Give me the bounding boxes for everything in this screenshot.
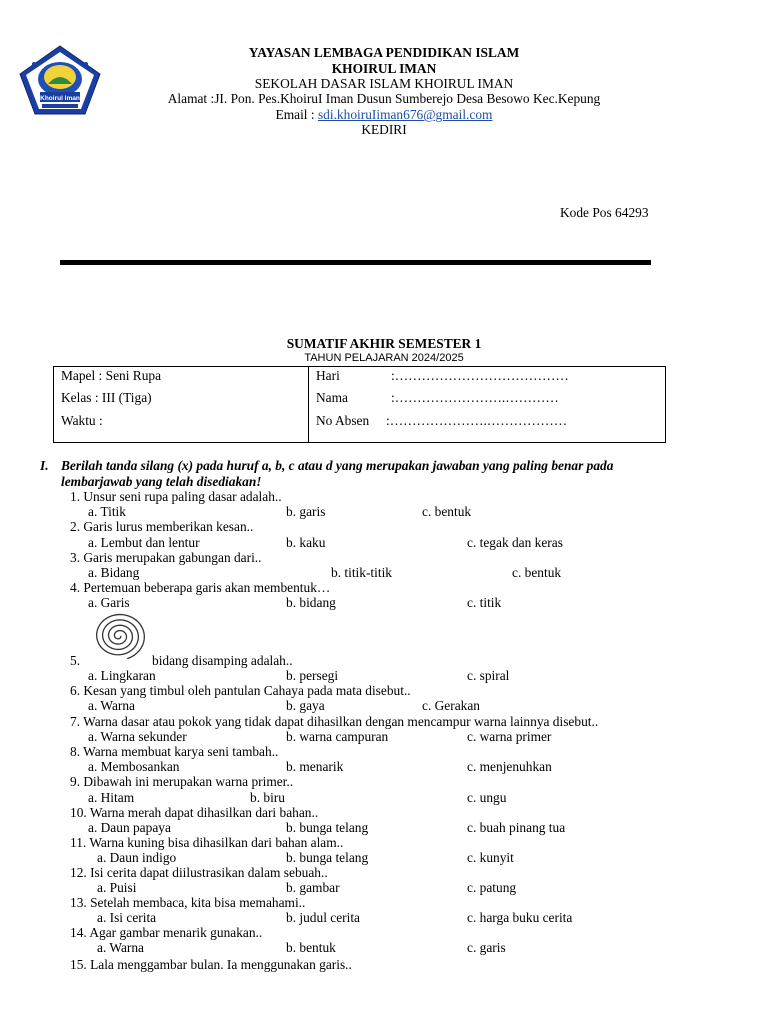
email-label: Email : <box>275 107 318 122</box>
option-a: a. Lembut dan lentur <box>88 535 200 550</box>
nama-field[interactable]: :…………………….………… <box>391 390 559 405</box>
option-c: c. patung <box>467 880 517 895</box>
option-a: a. Puisi <box>97 880 137 895</box>
option-c: c. Gerakan <box>422 698 480 713</box>
instruction-line-2: lembarjawab yang telah disediakan! <box>61 474 262 489</box>
instruction-text <box>61 458 613 490</box>
option-a: a. Hitam <box>88 790 135 805</box>
question-9: 9. Dibawah ini merupakan warna primer.. <box>70 774 294 789</box>
hari-field[interactable]: :………………………………… <box>391 368 569 383</box>
option-a: a. Isi cerita <box>97 910 157 925</box>
option-c: c. harga buku cerita <box>467 910 573 925</box>
hari-label: Hari <box>316 368 340 383</box>
option-b: b. gambar <box>286 880 340 895</box>
option-a: a. Warna <box>88 698 136 713</box>
mapel-field: Mapel : Seni Rupa <box>61 368 162 383</box>
option-b: b. kaku <box>286 535 326 550</box>
question-14: 14. Agar gambar menarik gunakan.. <box>70 925 263 940</box>
option-b: b. gaya <box>286 698 325 713</box>
option-c: c. bentuk <box>422 504 472 519</box>
option-b: b. menarik <box>286 759 344 774</box>
option-a: a. Titik <box>88 504 126 519</box>
option-b: b. biru <box>250 790 285 805</box>
question-12: 12. Isi cerita dapat diilustrasikan dalam sebuah.. <box>70 865 328 880</box>
foundation-title: YAYASAN LEMBAGA PENDIDIKAN ISLAM <box>248 45 520 60</box>
student-info-box <box>53 366 666 443</box>
option-a: a. Daun indigo <box>97 850 177 865</box>
option-c: c. spiral <box>467 668 510 683</box>
postal-code: Kode Pos 64293 <box>560 205 649 220</box>
question-15: 15. Lala menggambar bulan. Ia menggunakan garis.. <box>70 957 352 972</box>
question-4: 4. Pertemuan beberapa garis akan membentuk… <box>70 580 331 595</box>
foundation-name: KHOIRUL IMAN <box>331 61 437 76</box>
question-10: 10. Warna merah dapat dihasilkan dari bahan.. <box>70 805 319 820</box>
option-a: a. Warna <box>97 940 145 955</box>
question-3: 3. Garis merupakan gabungan dari.. <box>70 550 262 565</box>
section-number: I. <box>40 458 49 473</box>
option-b: b. judul cerita <box>286 910 360 925</box>
option-c: c. buah pinang tua <box>467 820 566 835</box>
option-c: c. kunyit <box>467 850 514 865</box>
question-7: 7. Warna dasar atau pokok yang tidak dapat dihasilkan dengan mencampur warna lainnya disebut.. <box>70 714 599 729</box>
option-c: c. bentuk <box>512 565 562 580</box>
nama-label: Nama <box>316 390 348 405</box>
question-8: 8. Warna membuat karya seni tambah.. <box>70 744 279 759</box>
option-c: c. titik <box>467 595 502 610</box>
question-11: 11. Warna kuning bisa dihasilkan dari bahan alam.. <box>70 835 344 850</box>
question-5: 5. <box>70 653 81 668</box>
option-b: b. garis <box>286 504 326 519</box>
option-b: b. warna campuran <box>286 729 389 744</box>
city: KEDIRI <box>361 122 407 137</box>
option-b: b. bidang <box>286 595 336 610</box>
option-a: a. Garis <box>88 595 130 610</box>
email-line <box>0 107 768 123</box>
option-c: c. garis <box>467 940 506 955</box>
option-b: b. persegi <box>286 668 339 683</box>
waktu-field: Waktu : <box>61 413 103 428</box>
header-divider <box>60 260 651 265</box>
option-c: c. menjenuhkan <box>467 759 552 774</box>
option-b: b. bentuk <box>286 940 336 955</box>
option-b: b. titik-titik <box>331 565 393 580</box>
question-6: 6. Kesan yang timbul oleh pantulan Cahaya pada mata disebut.. <box>70 683 411 698</box>
question-2: 2. Garis lurus memberikan kesan.. <box>70 519 254 534</box>
option-a: a. Daun papaya <box>88 820 171 835</box>
option-b: b. bunga telang <box>286 820 369 835</box>
exam-title: SUMATIF AKHIR SEMESTER 1 <box>286 336 482 351</box>
kelas-field: Kelas : III (Tiga) <box>61 390 152 405</box>
option-a: a. Bidang <box>88 565 140 580</box>
question-1: 1. Unsur seni rupa paling dasar adalah.. <box>70 489 282 504</box>
school-address: Alamat :JI. Pon. Pes.KhoiruI Iman Dusun Sumberejo Desa Besowo Kec.Kepung <box>167 91 601 106</box>
option-c: c. warna primer <box>467 729 552 744</box>
instruction-line-1: Berilah tanda silang (x) pada huruf a, b, c atau d yang merupakan jawaban yang paling benar pada <box>61 458 614 473</box>
option-a: a. Warna sekunder <box>88 729 187 744</box>
info-box-divider <box>308 367 309 442</box>
absen-field[interactable]: :………………….……………… <box>386 413 568 428</box>
school-name: SEKOLAH DASAR ISLAM KHOIRUL IMAN <box>254 76 514 91</box>
option-c: c. tegak dan keras <box>467 535 563 550</box>
svg-text:Khoirul Iman: Khoirul Iman <box>40 95 80 102</box>
absen-label: No Absen <box>316 413 370 428</box>
spiral-icon <box>86 609 152 663</box>
email-link[interactable]: sdi.khoiruIiman676@gmail.com <box>317 107 493 122</box>
question-13: 13. Setelah membaca, kita bisa memahami.. <box>70 895 306 910</box>
option-a: a. Lingkaran <box>88 668 156 683</box>
option-a: a. Membosankan <box>88 759 180 774</box>
question-5-text: bidang disamping adalah.. <box>152 653 293 668</box>
exam-year: TAHUN PELAJARAN 2024/2025 <box>304 352 464 364</box>
option-c: c. ungu <box>467 790 507 805</box>
option-b: b. bunga telang <box>286 850 369 865</box>
